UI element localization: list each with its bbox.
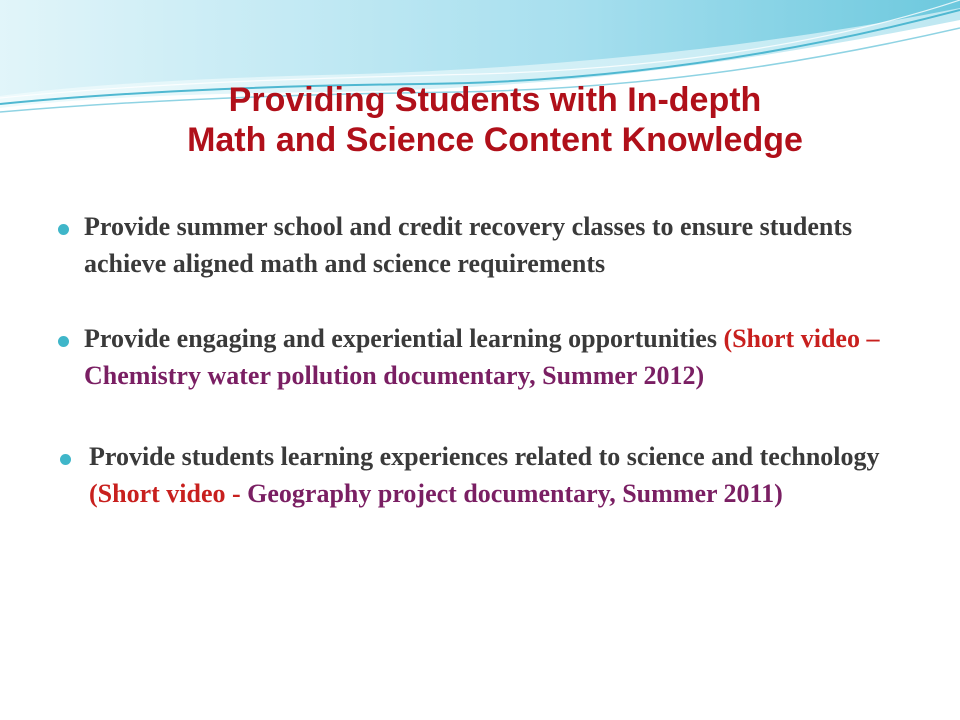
- slide-title: [0, 80, 960, 160]
- video-reference-link[interactable]: Chemistry water pollution documentary, Summer 2012): [84, 361, 705, 390]
- title-line-2: Math and Science Content Knowledge: [187, 121, 803, 159]
- video-reference-prefix: (Short video -: [89, 479, 248, 508]
- bullet-dot-icon: [58, 336, 69, 347]
- bullet-item-experiential-learning: [58, 320, 938, 394]
- bullet-text: Provide students learning experiences related to science and technology: [89, 442, 880, 471]
- bullet-dot-icon: [58, 224, 69, 235]
- bullet-text: Provide summer school and credit recovery classes to ensure students achieve aligned math and science requirements: [84, 212, 853, 278]
- video-reference-prefix: (Short video –: [723, 324, 880, 353]
- bullet-list: [58, 208, 938, 512]
- bullet-text: Provide engaging and experiential learning opportunities: [84, 324, 724, 353]
- bullet-item-summer-school: [58, 208, 938, 282]
- bullet-dot-icon: [60, 454, 71, 465]
- video-reference-link[interactable]: Geography project documentary, Summer 2011): [247, 479, 783, 508]
- title-line-1: Providing Students with In-depth: [228, 81, 762, 119]
- bullet-item-science-technology: [58, 438, 938, 512]
